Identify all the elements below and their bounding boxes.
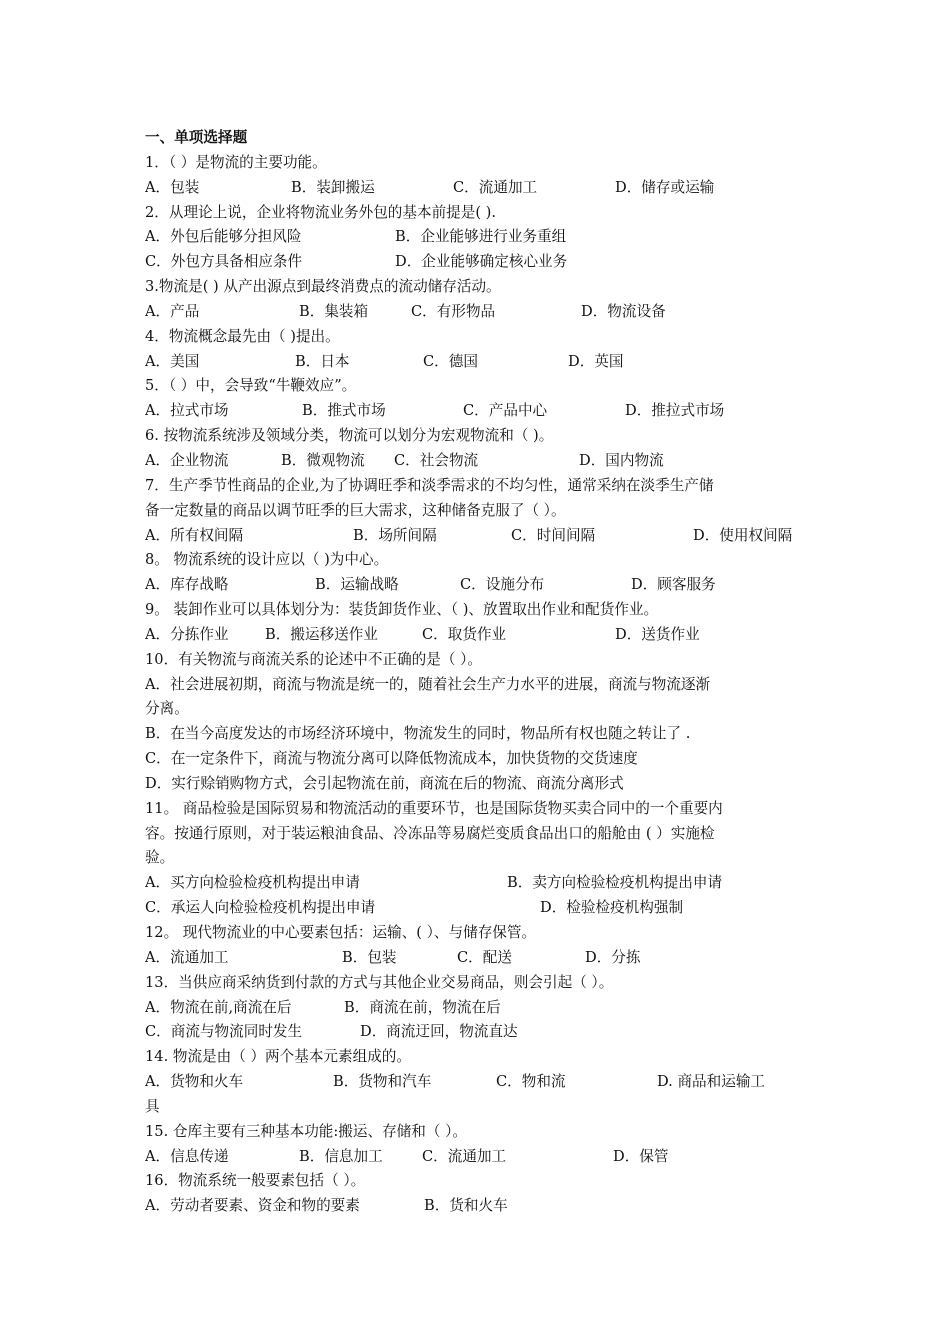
option-row xyxy=(145,1070,810,1095)
option-item: C．时间间隔 xyxy=(511,526,596,544)
text-line: 13．当供应商采纳货到付款的方式与其他企业交易商品，则会引起（ ）。 xyxy=(145,973,614,991)
option-item: C．社会物流 xyxy=(394,451,479,469)
option-item: D．企业能够确定核心业务 xyxy=(395,253,568,271)
option-item: C．流通加工 xyxy=(453,178,538,196)
option-item: B．场所间隔 xyxy=(353,526,437,544)
option-item: A．美国 xyxy=(145,352,200,370)
option-item: A．买方向检验检疫机构提出申请 xyxy=(145,874,360,892)
option-item: D．推拉式市场 xyxy=(625,402,725,420)
text-line: 5．（ ）中，会导致“牛鞭效应”。 xyxy=(145,377,357,395)
option-row xyxy=(145,176,810,201)
option-item: C．物和流 xyxy=(496,1073,566,1091)
option-item: B．卖方向检验检疫机构提出申请 xyxy=(507,874,723,892)
text-line: 容。按通行原则，对于装运粮油食品、冷冻品等易腐烂变质食品出口的船舱由 ( ）实施检 xyxy=(145,824,715,842)
text-line: B．在当今高度发达的市场经济环境中，物流发生的同时，物品所有权也随之转让了 . xyxy=(145,725,691,743)
option-item: D．检验检疫机构强制 xyxy=(540,899,684,917)
option-row xyxy=(145,896,810,921)
text-line: 15. 仓库主要有三种基本功能:搬运、存储和（ ）。 xyxy=(145,1122,467,1140)
option-row xyxy=(145,871,810,896)
option-item: A．库存战略 xyxy=(145,576,229,594)
option-item: B．企业能够进行业务重组 xyxy=(395,228,567,246)
option-item: C．配送 xyxy=(457,948,512,966)
option-item: A．外包后能够分担风险 xyxy=(145,228,302,246)
option-item: D．商流迂回，物流直达 xyxy=(360,1023,518,1041)
option-item: A．物流在前,商流在后 xyxy=(145,998,292,1016)
option-row xyxy=(145,225,810,250)
option-item: A．货物和火车 xyxy=(145,1073,244,1091)
text-line: 6. 按物流系统涉及领域分类，物流可以划分为宏观物流和（ )。 xyxy=(145,427,554,445)
option-item: B．运输战略 xyxy=(315,576,399,594)
option-item: B．货和火车 xyxy=(424,1197,508,1215)
text-line: 11。 商品检验是国际贸易和物流活动的重要环节，也是国际货物买卖合同中的一个重要内 xyxy=(145,799,723,817)
option-item: D．物流设备 xyxy=(581,302,666,320)
option-item: B．包装 xyxy=(342,948,397,966)
question-list xyxy=(145,151,810,1219)
option-item: B．装卸搬运 xyxy=(291,178,375,196)
text-line: 14. 物流是由（ ）两个基本元素组成的。 xyxy=(145,1048,411,1066)
option-item: B．微观物流 xyxy=(281,451,365,469)
text-line: 验。 xyxy=(145,849,175,867)
option-item: C．取货作业 xyxy=(422,625,507,643)
text-line: 4．物流概念最先由（ )提出。 xyxy=(145,327,340,345)
option-row xyxy=(145,1145,810,1170)
option-item: D．使用权间隔 xyxy=(693,526,793,544)
option-item: A．分拣作业 xyxy=(145,625,229,643)
option-item: A．企业物流 xyxy=(145,451,229,469)
option-item: D．保管 xyxy=(613,1147,669,1165)
option-row xyxy=(145,399,810,424)
option-item: C．承运人向检验检疫机构提出申请 xyxy=(145,899,376,917)
document-page xyxy=(145,126,810,1219)
text-line: 2．从理论上说，企业将物流业务外包的基本前提是( ). xyxy=(145,203,497,221)
option-item: D．送货作业 xyxy=(615,625,700,643)
option-row xyxy=(145,524,810,549)
option-item: A．信息传递 xyxy=(145,1147,229,1165)
option-row xyxy=(145,250,810,275)
text-line: 分离。 xyxy=(145,700,189,718)
text-line: 12。 现代物流业的中心要素包括：运输、( ）、与储存保管。 xyxy=(145,924,537,941)
text-line: C．在一定条件下，商流与物流分离可以降低物流成本，加快货物的交货速度 xyxy=(145,750,638,768)
option-row xyxy=(145,996,810,1021)
option-row xyxy=(145,623,810,648)
text-line: 16．物流系统一般要素包括（ ）。 xyxy=(145,1172,366,1190)
option-item: C．外包方具备相应条件 xyxy=(145,253,303,271)
option-row xyxy=(145,350,810,375)
option-row xyxy=(145,1020,810,1045)
option-row xyxy=(145,1194,810,1219)
option-item: B．信息加工 xyxy=(299,1147,383,1165)
option-row xyxy=(145,946,810,971)
option-row xyxy=(145,300,810,325)
text-line: 8。 物流系统的设计应以（ )为中心。 xyxy=(145,551,389,569)
option-item: C．流通加工 xyxy=(422,1147,507,1165)
option-item: C．商流与物流同时发生 xyxy=(145,1023,303,1041)
option-item: B．日本 xyxy=(295,352,350,370)
text-line: 10．有关物流与商流关系的论述中不正确的是（ ）。 xyxy=(145,650,482,668)
text-line: D．实行赊销购物方式，会引起物流在前，商流在后的物流、商流分离形式 xyxy=(145,774,624,792)
option-item: D．顾客服务 xyxy=(631,576,716,594)
section-title: 一、单项选择题 xyxy=(145,129,248,146)
option-item: C．产品中心 xyxy=(463,402,548,420)
option-item: A．所有权间隔 xyxy=(145,526,244,544)
option-item: C．有形物品 xyxy=(411,302,496,320)
option-item: A．劳动者要素、资金和物的要素 xyxy=(145,1197,360,1215)
option-item: D．国内物流 xyxy=(579,451,664,469)
option-row xyxy=(145,449,810,474)
option-item: B．搬运移送作业 xyxy=(265,625,378,643)
text-line: 1．（ ）是物流的主要功能。 xyxy=(145,153,327,171)
text-line: 3.物流是( ) 从产出源点到最终消费点的流动储存活动。 xyxy=(145,278,501,296)
option-item: D．分拣 xyxy=(585,948,641,966)
text-line: 备一定数量的商品以调节旺季的巨大需求，这种储备克服了（ ）。 xyxy=(145,501,566,519)
option-item: B．商流在前，物流在后 xyxy=(344,998,501,1016)
text-line: 7．生产季节性商品的企业,为了协调旺季和淡季需求的不均匀性，通常采纳在淡季生产储 xyxy=(145,476,714,494)
text-line: 9。 装卸作业可以具体划分为：装货卸货作业、（ )、放置取出作业和配货作业。 xyxy=(145,601,659,619)
option-item: A．包装 xyxy=(145,178,200,196)
option-item: A．产品 xyxy=(145,302,200,320)
text-line: 具 xyxy=(145,1097,160,1115)
option-item: A．流通加工 xyxy=(145,948,229,966)
option-item: B．货物和汽车 xyxy=(333,1073,432,1091)
option-item: A．拉式市场 xyxy=(145,402,229,420)
option-row xyxy=(145,573,810,598)
option-item: D．储存或运输 xyxy=(615,178,715,196)
option-item: B．推式市场 xyxy=(302,402,386,420)
option-item: D. 商品和运输工 xyxy=(657,1073,766,1091)
text-line: A．社会进展初期，商流与物流是统一的，随着社会生产力水平的进展，商流与物流逐渐 xyxy=(145,675,711,693)
option-item: D．英国 xyxy=(568,352,624,370)
option-item: B．集装箱 xyxy=(299,302,369,320)
option-item: C．德国 xyxy=(423,352,478,370)
option-item: C．设施分布 xyxy=(460,576,545,594)
